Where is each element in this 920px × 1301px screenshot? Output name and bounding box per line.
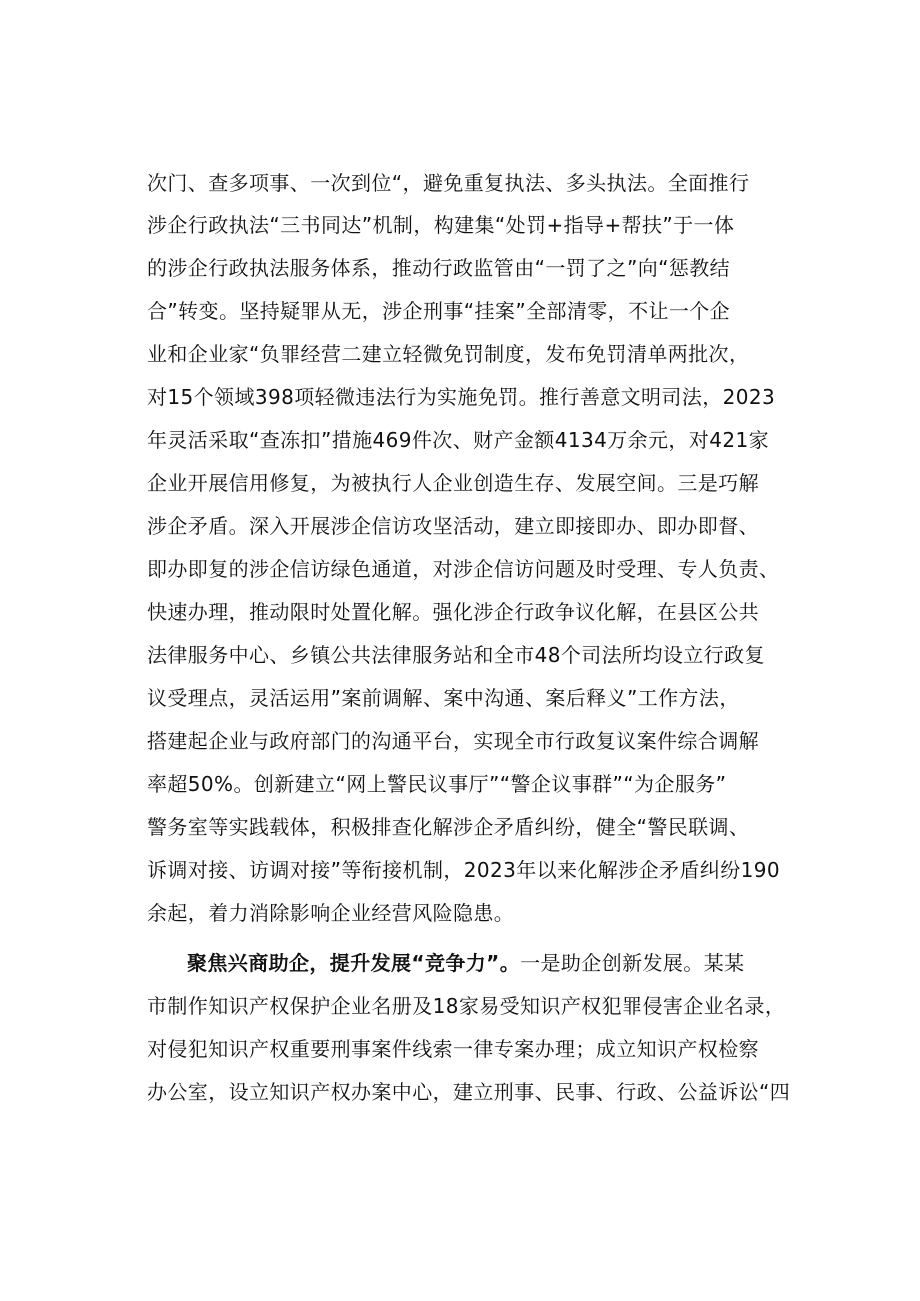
text-line: 对15个领域398项轻微违法行为实施免罚。推行善意文明司法，2023	[147, 385, 776, 409]
text-line: 即办即复的涉企信访绿色通道，对涉企信访问题及时受理、专人负责、	[147, 557, 780, 581]
text-line: 议受理点，灵活运用”案前调解、案中沟通、案后释义”工作方法，	[147, 686, 740, 710]
text-line: 搭建起企业与政府部门的沟通平台，实现全市行政复议案件综合调解	[147, 729, 759, 753]
text-line: 率超50%。创新建立“网上警民议事厅”“警企议事群”“为企服务”	[147, 772, 727, 796]
text-line: 合”转变。坚持疑罪从无，涉企刑事“挂案”全部清零，不让一个企	[147, 299, 731, 323]
text-line: 年灵活采取“查冻扣”措施469件次、财产金额4134万余元，对421家	[147, 428, 769, 452]
text-line: 业和企业家“负罪经营二建立轻微免罚制度，发布免罚清单两批次，	[147, 342, 750, 366]
text-line: 警务室等实践载体，积极排查化解涉企矛盾纠纷，健全“警民联调、	[147, 815, 750, 839]
text-line: 对侵犯知识产权重要刑事案件线索一律专案办理；成立知识产权检察	[147, 1037, 759, 1061]
paragraph-first-line	[187, 950, 807, 976]
text-line: 快速办理，推动限时处置化解。强化涉企行政争议化解，在县区公共	[147, 600, 759, 624]
text-line: 办公室，设立知识产权办案中心，建立刑事、民事、行政、公益诉讼“四	[147, 1080, 791, 1104]
text-line: 涉企矛盾。深入开展涉企信访攻坚活动，建立即接即办、即办即督、	[147, 514, 759, 538]
text-line: 次门、查多项事、一次到位“，避免重复执法、多头执法。全面推行	[147, 171, 750, 195]
text-line: 企业开展信用修复，为被执行人企业创造生存、发展空间。三是巧解	[147, 471, 759, 495]
text-line: 市制作知识产权保护企业名册及18家易受知识产权犯罪侵害企业名录，	[147, 994, 786, 1018]
text-line: 诉调对接、访调对接”等衔接机制，2023年以来化解涉企矛盾纠纷190	[147, 858, 781, 882]
text-span: 一是助企创新发展。某某	[520, 951, 745, 975]
text-line: 法律服务中心、乡镇公共法律服务站和全市48个司法所均设立行政复	[147, 643, 765, 667]
text-line: 涉企行政执法“三书同达”机制，构建集“处罚+指导+帮扶”于一体	[147, 213, 735, 237]
text-line: 的涉企行政执法服务体系，推动行政监管由“一罚了之”向“惩教结	[147, 256, 731, 280]
section-heading: 聚焦兴商助企，提升发展“竞争力”。	[187, 951, 521, 975]
text-line: 余起，着力消除影响企业经营风险隐患。	[147, 901, 515, 925]
